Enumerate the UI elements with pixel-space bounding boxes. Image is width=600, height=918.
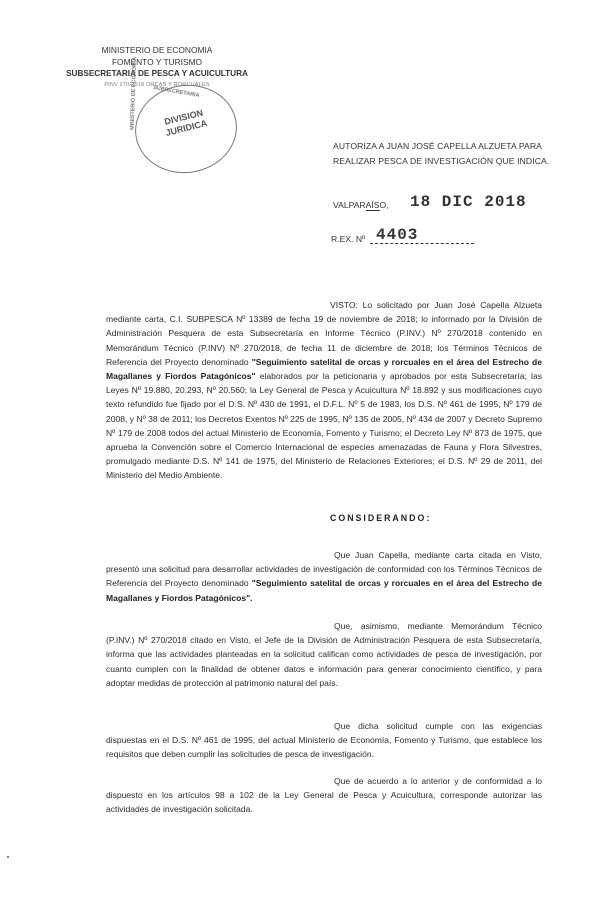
stamp-ring-left-text: MINISTERIO DE ECONOMIA	[129, 56, 139, 131]
ministry-subtitle: FOMENTO Y TURISMO	[111, 57, 203, 67]
subject-line-1: AUTORIZA A JUAN JOSÉ CAPELLA ALZUETA PARA	[333, 141, 542, 151]
c1-project-title: "Seguimiento satelital de orcas y rorcuales en el área del Estrecho de Magallanes y Fiordos Patagónicos".	[106, 578, 542, 603]
stamp-ring-top-text: SUBSECRETARIA	[152, 84, 200, 100]
dateline-date-stamp: 18 DIC 2018	[410, 193, 527, 211]
resolution-subject	[333, 139, 573, 169]
resolution-number-line	[370, 243, 474, 244]
subject-line-2: REALIZAR PESCA DE INVESTIGACIÓN QUE INDICA.	[333, 156, 550, 166]
resolution-number: 4403	[376, 226, 419, 244]
visto-paragraph	[106, 298, 542, 483]
considerando-paragraph-2: Que, asimismo, mediante Memorándum Técnico (P.INV.) Nº 270/2018 citado en Visto, el Jefe de la División de Administración Pesquera de esta Subsecretaría, informa que las actividades planteadas en la solicitud califican como actividades de pesca de investigación, por cuanto cumplen con la finalidad de obtener datos e información para generar conocimiento científico, y para adoptar medidas de protección al patrimonio natural del país.	[106, 621, 542, 688]
scan-mark	[7, 856, 9, 858]
letterhead	[62, 44, 252, 91]
undersecretariat-name: SUBSECRETARIA DE PESCA Y ACUICULTURA	[66, 69, 248, 78]
considerando-paragraph-1	[106, 548, 542, 605]
visto-rest-text: elaborados por la peticionaria y aprobados por esta Subsecretaría; las Leyes Nº 19.880, 20.293, Nº 20.560; la Ley General de Pesca y Acuicultura Nº 18.892 y sus modificaciones cuyo texto refundido fue fijado por el D.S. Nº 430 de 1991, el D.F.L. Nº 5 de 1983, los D.S. Nº 461 de 1995, Nº 179 de 2008, y Nº 38 de 2011; los Decretos Exentos Nº 225 de 1995, Nº 135 de 2005, Nº 434 de 2007 y Decreto Supremo Nº 179 de 2008 todos del actual Ministerio de Economía, Fomento y Turismo; el Decreto Ley Nº 873 de 1975, que aprueba la Convención sobre el Comercio Internacional de especies amenazadas de Fauna y Flora Silvestres, promulgado mediante D.S. Nº 141 de 1975, del Ministerio de Relaciones Exteriores; el D.S. Nº 29 de 2011, del Ministerio del Medio Ambiente.	[106, 371, 542, 481]
visto-project-title: "Seguimiento satelital de orcas y rorcuales en el área del Estrecho de Magallanes y Fiordos Patagónicos"	[106, 356, 542, 382]
internal-reference: PINV 270/2018 ORCAS Y RORCUALES	[104, 82, 210, 88]
considerando-paragraph-3: Que dicha solicitud cumple con las exigencias dispuestas en el D.S. Nº 461 de 1995, del actual Ministerio de Economía, Fomento y Turismo, que establece los requisitos que deben cumplir las solicitudes de pesca de investigación.	[106, 721, 542, 760]
resolution-label: R.EX. Nº	[331, 234, 366, 244]
date-underline	[366, 210, 380, 211]
visto-intro-text: Lo solicitado por Juan José Capella Alzueta mediante carta, C.I. SUBPESCA Nº 13389 de fecha 19 de noviembre de 2018; lo informado por la División de Administración Pesquera de esta Subsecretaría en Informe Técnico (P.INV.) Nº 270/2018 contenido en Memorándum Técnico (P.INV) Nº 270/2018, de fecha 11 de diciembre de 2018; los Términos Técnicos de Referencia del Proyecto denominado	[106, 300, 542, 367]
visto-label: VISTO:	[330, 300, 358, 310]
c1-text: Que Juan Capella, mediante carta citada en Visto, presentó una solicitud para desarrollar actividades de investigación de conformidad con los Términos Técnicos de Referencia del Proyecto denominado	[106, 550, 542, 589]
ministry-name: MINISTERIO DE ECONOMIA	[101, 45, 213, 55]
considerando-heading: CONSIDERANDO:	[330, 513, 432, 523]
stamp-center-text: DIVISION JURIDICA	[163, 107, 209, 138]
dateline-place: VALPARAÍSO,	[333, 200, 389, 210]
considerando-paragraph-4: Que de acuerdo a lo anterior y de conformidad a lo dispuesto en los artículos 98 a 102 de la Ley General de Pesca y Acuicultura, corresponde autorizar las actividades de investigación solicitada.	[106, 776, 542, 815]
